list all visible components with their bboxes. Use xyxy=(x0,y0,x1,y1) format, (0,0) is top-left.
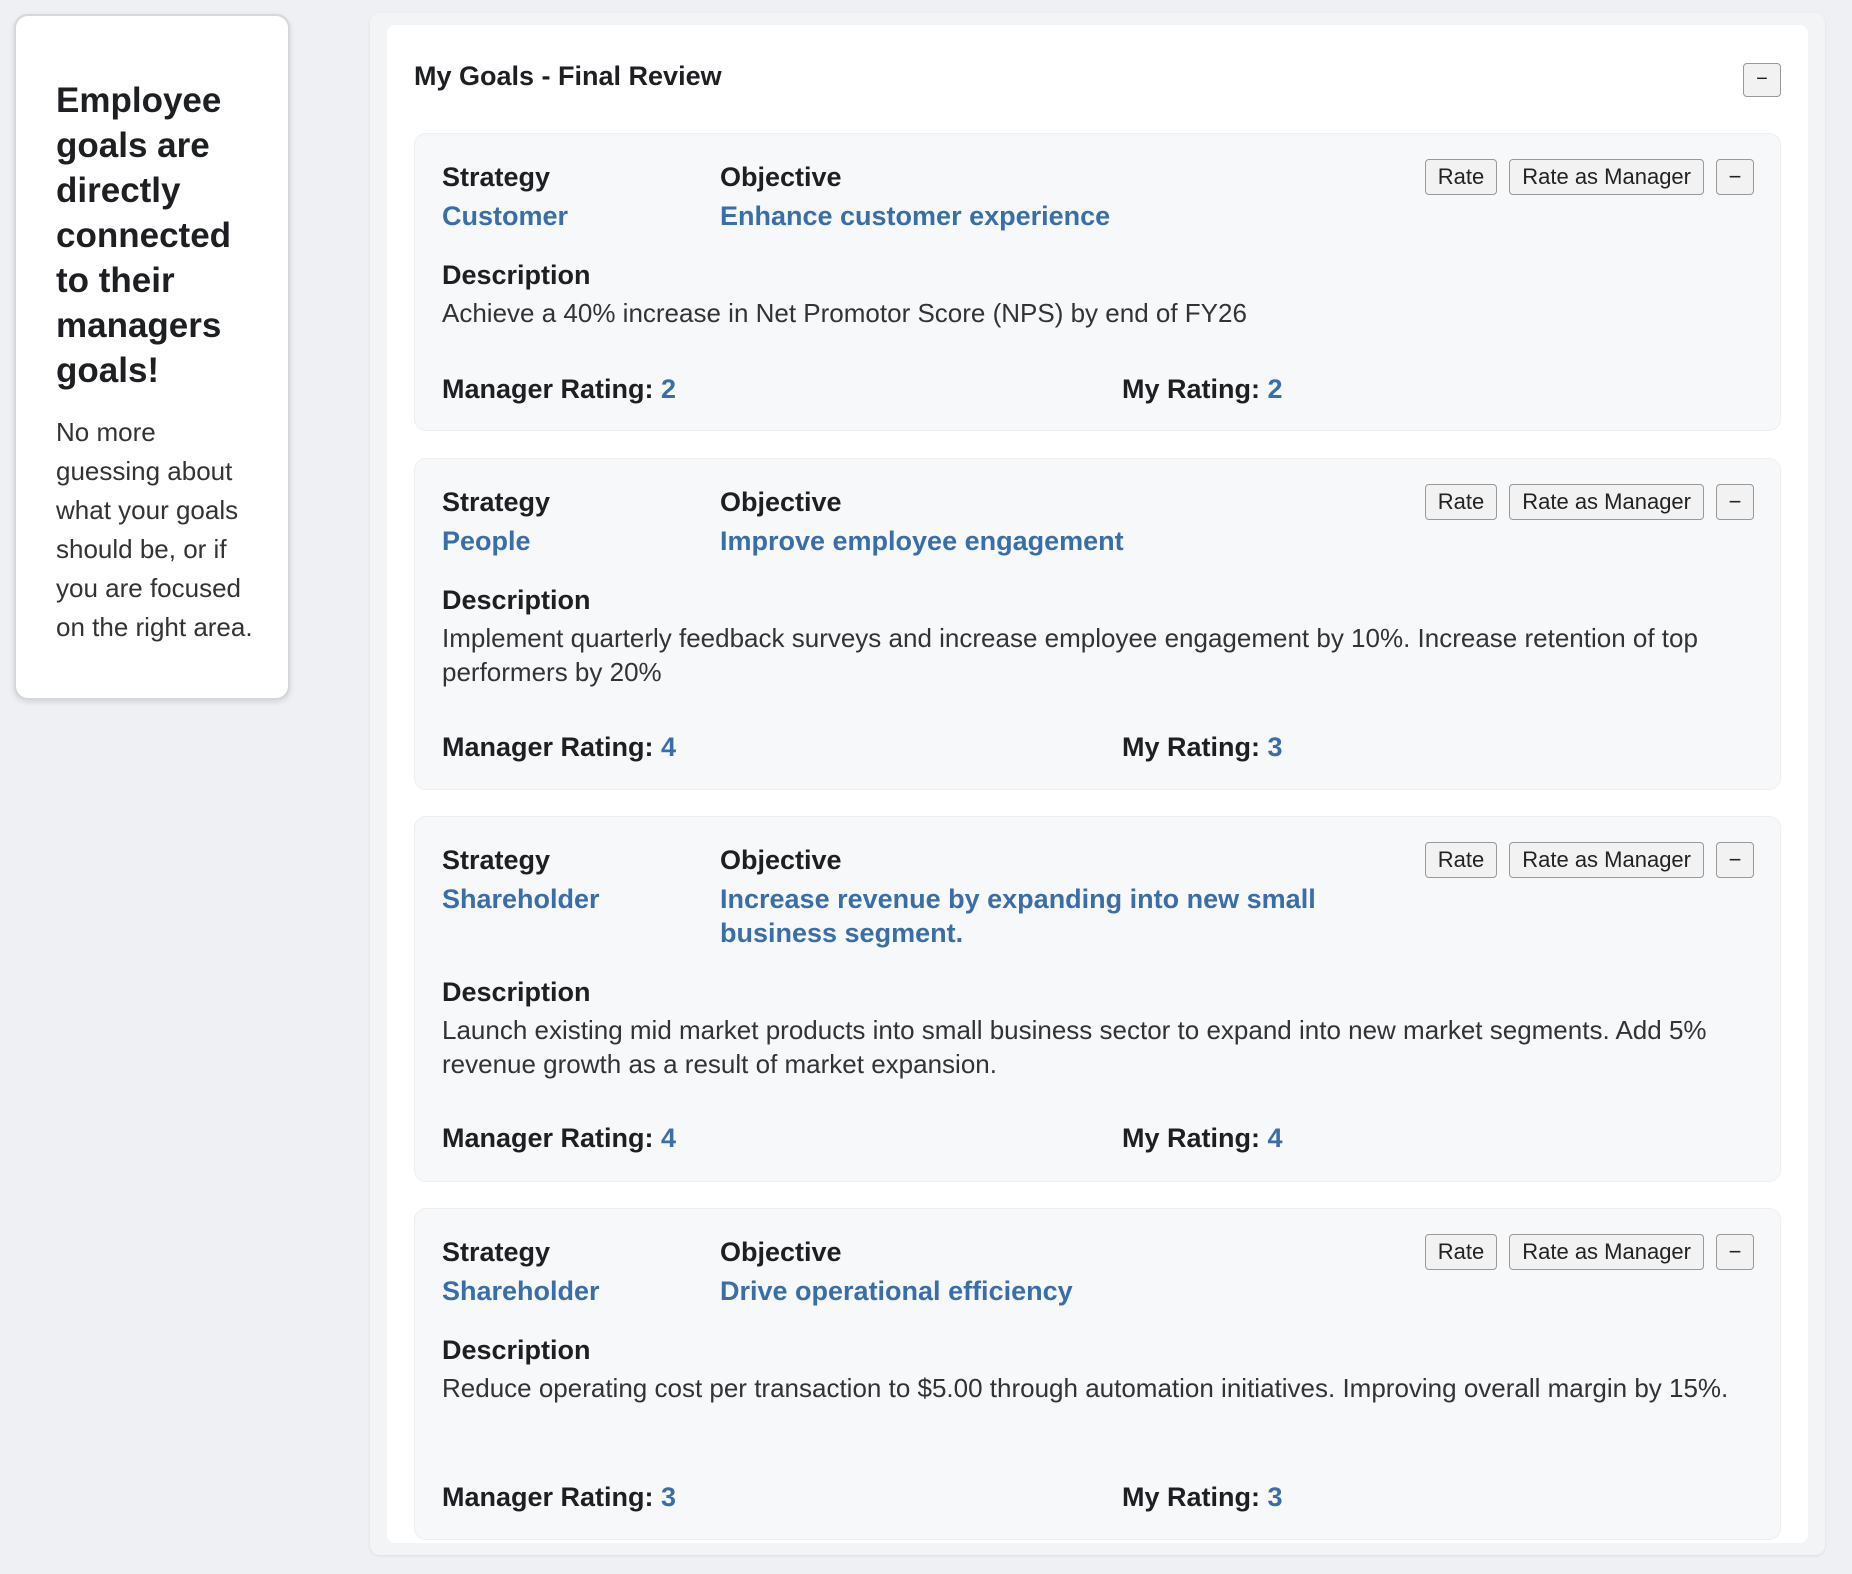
objective-label: Objective xyxy=(720,1237,842,1267)
objective-value[interactable]: Improve employee engagement xyxy=(720,526,1124,556)
rate-button[interactable]: Rate xyxy=(1425,484,1497,520)
my-rating xyxy=(1122,1482,1283,1513)
manager-rating-label: Manager Rating: xyxy=(442,1482,654,1512)
manager-rating xyxy=(442,732,676,763)
my-rating xyxy=(1122,1123,1283,1154)
objective-label: Objective xyxy=(720,162,842,192)
description-text: Achieve a 40% increase in Net Promotor Score (NPS) by end of FY26 xyxy=(442,298,1247,328)
goals-panel xyxy=(387,25,1808,1543)
my-rating-label: My Rating: xyxy=(1122,1123,1260,1153)
info-card-heading: Employee goals are directly connected to their managers goals! xyxy=(56,81,232,390)
strategy-value[interactable]: Shareholder xyxy=(442,1276,600,1306)
goal-minimize-button[interactable]: − xyxy=(1716,159,1754,195)
goals-container xyxy=(370,13,1825,1555)
my-rating-value: 4 xyxy=(1267,1123,1283,1153)
objective-value[interactable]: Increase revenue by expanding into new small business segment. xyxy=(720,884,1316,948)
goal-minimize-button[interactable]: − xyxy=(1716,484,1754,520)
manager-rating xyxy=(442,1482,676,1513)
rate-button[interactable]: Rate xyxy=(1425,1234,1497,1270)
my-rating-value: 3 xyxy=(1267,732,1283,762)
rate-button[interactable]: Rate xyxy=(1425,159,1497,195)
strategy-label: Strategy xyxy=(442,487,551,517)
my-rating-value: 3 xyxy=(1267,1482,1283,1512)
goal-actions xyxy=(1425,484,1754,520)
goal-minimize-button[interactable]: − xyxy=(1716,1234,1754,1270)
panel-title: My Goals - Final Review xyxy=(414,61,722,91)
my-rating-label: My Rating: xyxy=(1122,374,1260,404)
my-rating-value: 2 xyxy=(1267,374,1283,404)
description-label: Description xyxy=(442,1335,591,1365)
info-card-text: No more guessing about what your goals should be, or if you are focused on the right area. xyxy=(56,417,253,642)
manager-rating-value: 4 xyxy=(661,732,677,762)
rate-as-manager-button[interactable]: Rate as Manager xyxy=(1509,159,1704,195)
goal-actions xyxy=(1425,159,1754,195)
objective-label: Objective xyxy=(720,487,842,517)
rate-as-manager-button[interactable]: Rate as Manager xyxy=(1509,484,1704,520)
manager-rating-label: Manager Rating: xyxy=(442,374,654,404)
description-label: Description xyxy=(442,977,591,1007)
description-text: Launch existing mid market products into small business sector to expand into new market segments. Add 5% revenue growth as a result of market expansion. xyxy=(442,1015,1707,1079)
goal-card xyxy=(414,816,1781,1182)
strategy-label: Strategy xyxy=(442,845,551,875)
rate-button[interactable]: Rate xyxy=(1425,842,1497,878)
my-rating xyxy=(1122,732,1283,763)
my-rating-label: My Rating: xyxy=(1122,732,1260,762)
strategy-value[interactable]: Shareholder xyxy=(442,884,600,914)
my-rating xyxy=(1122,374,1283,405)
goal-actions xyxy=(1425,842,1754,878)
manager-rating xyxy=(442,374,676,405)
panel-collapse-button[interactable]: − xyxy=(1743,63,1781,97)
objective-value[interactable]: Enhance customer experience xyxy=(720,201,1111,231)
manager-rating-value: 3 xyxy=(661,1482,677,1512)
rate-as-manager-button[interactable]: Rate as Manager xyxy=(1509,842,1704,878)
goal-card xyxy=(414,458,1781,790)
strategy-value[interactable]: Customer xyxy=(442,201,569,231)
manager-rating-value: 2 xyxy=(661,374,677,404)
manager-rating-label: Manager Rating: xyxy=(442,732,654,762)
objective-value[interactable]: Drive operational efficiency xyxy=(720,1276,1073,1306)
rate-as-manager-button[interactable]: Rate as Manager xyxy=(1509,1234,1704,1270)
strategy-value[interactable]: People xyxy=(442,526,531,556)
strategy-label: Strategy xyxy=(442,1237,551,1267)
info-card xyxy=(14,14,290,700)
description-text: Implement quarterly feedback surveys and increase employee engagement by 10%. Increase retention of top performers by 20% xyxy=(442,623,1698,687)
description-label: Description xyxy=(442,260,591,290)
manager-rating-label: Manager Rating: xyxy=(442,1123,654,1153)
goal-minimize-button[interactable]: − xyxy=(1716,842,1754,878)
my-rating-label: My Rating: xyxy=(1122,1482,1260,1512)
strategy-label: Strategy xyxy=(442,162,551,192)
goal-card xyxy=(414,133,1781,431)
description-text: Reduce operating cost per transaction to $5.00 through automation initiatives. Improving overall margin by 15%. xyxy=(442,1373,1729,1403)
goal-actions xyxy=(1425,1234,1754,1270)
goal-card xyxy=(414,1208,1781,1540)
description-label: Description xyxy=(442,585,591,615)
manager-rating-value: 4 xyxy=(661,1123,677,1153)
manager-rating xyxy=(442,1123,676,1154)
objective-label: Objective xyxy=(720,845,842,875)
